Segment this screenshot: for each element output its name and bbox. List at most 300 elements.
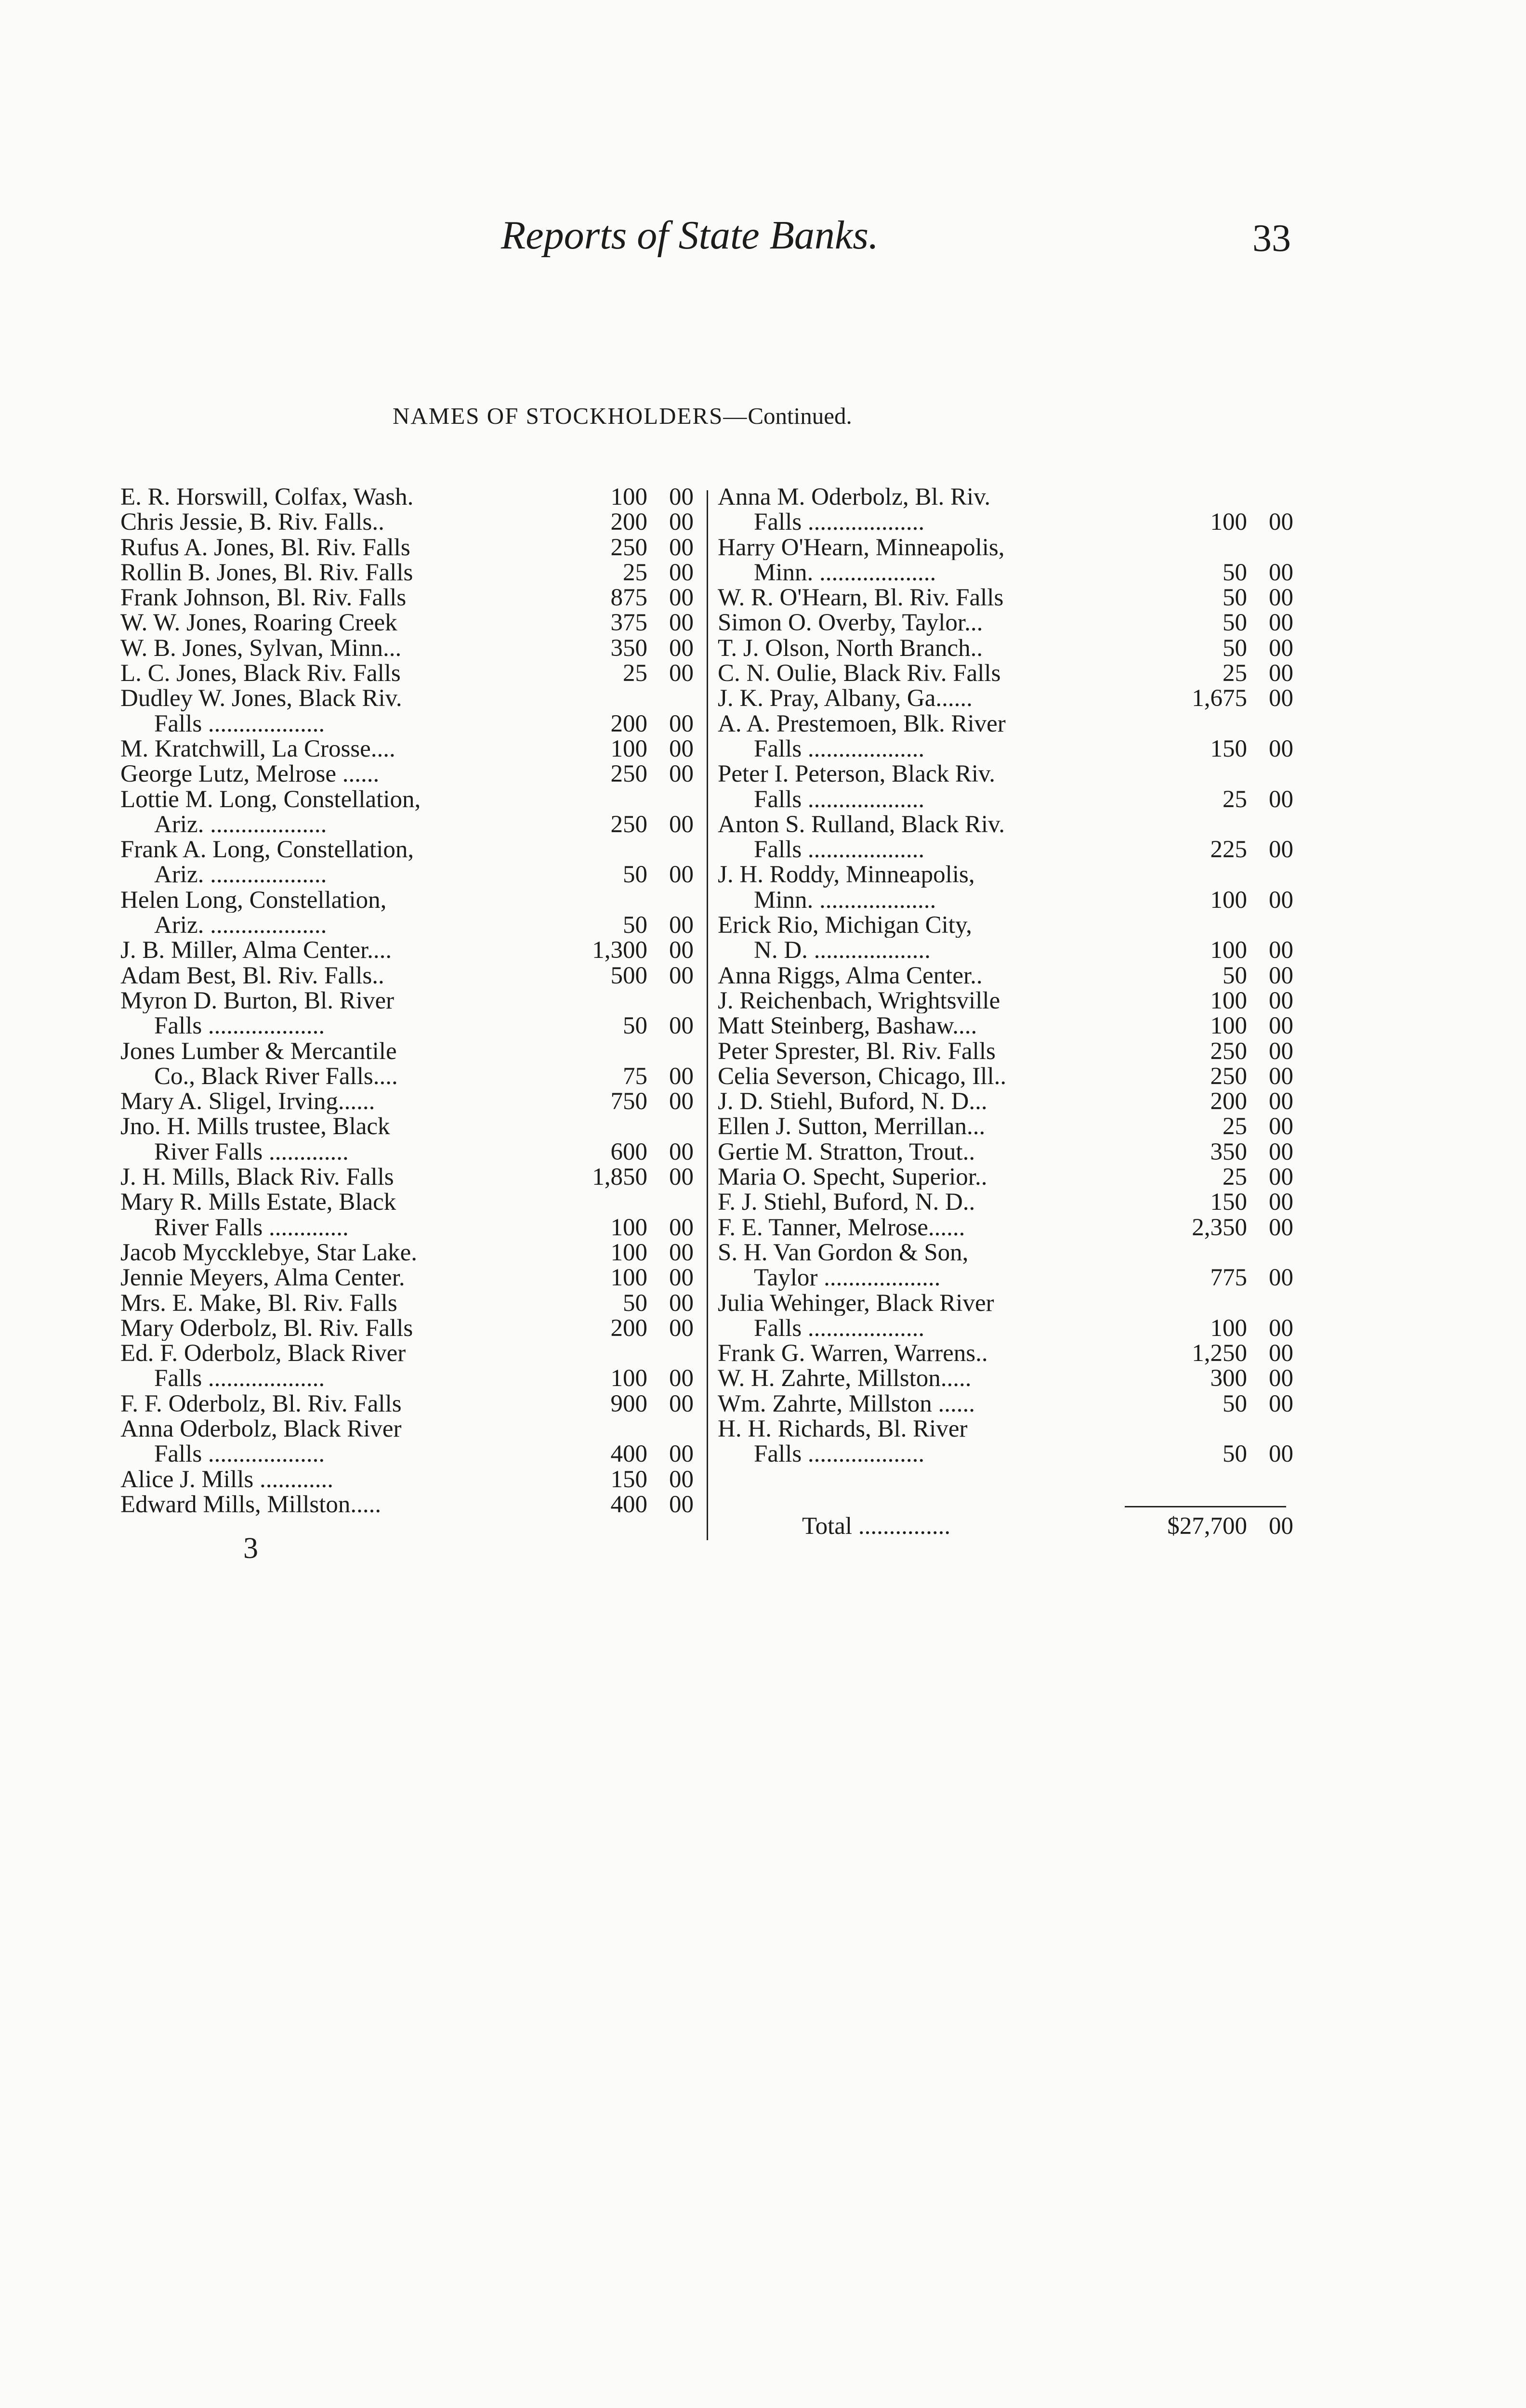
share-amount (1154, 1139, 1293, 1165)
share-amount (554, 1064, 694, 1089)
amount-cents: 00 (1269, 584, 1293, 612)
name-continuation-line: Minn. ................... (754, 887, 936, 913)
stockholder-entry (718, 1139, 1293, 1165)
name-line: Harry O'Hearn, Minneapolis, (718, 535, 1005, 560)
name-continuation-line: Falls ................... (754, 1441, 925, 1467)
name-line: W. B. Jones, Sylvan, Minn... (120, 635, 402, 661)
share-amount (554, 963, 694, 988)
total-rule (1125, 1506, 1286, 1507)
name-continuation-line: Ariz. ................... (154, 913, 327, 938)
name-line: Erick Rio, Michigan City, (718, 913, 972, 938)
stockholder-entry (120, 1190, 694, 1240)
share-amount (554, 585, 694, 610)
share-amount (554, 1265, 694, 1290)
name-line: Mrs. E. Make, Bl. Riv. Falls (120, 1290, 397, 1316)
amount-cents: 00 (1269, 785, 1293, 813)
amount-dollars: 50 (1223, 609, 1247, 637)
amount-cents: 00 (1269, 1390, 1293, 1417)
stockholder-name (120, 535, 554, 560)
share-amount (1154, 1013, 1293, 1038)
stockholder-name (718, 862, 1154, 913)
amount-dollars: 2,350 (1192, 1214, 1247, 1241)
total-dollars: $27,700 (1167, 1513, 1247, 1540)
stockholder-entry (120, 963, 694, 988)
amount-dollars: 100 (610, 1214, 647, 1241)
stockholder-entry (718, 636, 1293, 661)
stockholder-name (120, 636, 554, 661)
share-amount (1154, 837, 1293, 862)
stockholder-name (120, 610, 554, 635)
amount-dollars: 50 (1223, 634, 1247, 662)
stockholder-entry (120, 1240, 694, 1265)
stockholder-entry (718, 1165, 1293, 1190)
stockholder-name (120, 1039, 554, 1089)
share-amount (1154, 636, 1293, 661)
amount-dollars: 875 (610, 584, 647, 612)
stockholder-name (718, 761, 1154, 812)
name-continuation-line: Ariz. ................... (154, 862, 327, 888)
stockholder-entry (120, 1089, 694, 1114)
amount-dollars: 100 (610, 484, 647, 510)
name-continuation-line: N. D. ................... (754, 938, 931, 963)
name-line: Jones Lumber & Mercantile (120, 1038, 397, 1064)
name-line: F. E. Tanner, Melrose...... (718, 1215, 965, 1240)
amount-cents: 00 (669, 534, 694, 561)
amount-dollars: 100 (610, 1264, 647, 1292)
share-amount (554, 610, 694, 635)
name-line: F. F. Oderbolz, Bl. Riv. Falls (120, 1391, 402, 1416)
amount-dollars: 250 (610, 811, 647, 838)
stockholder-entry (120, 1114, 694, 1165)
stockholder-name (718, 1165, 1154, 1190)
amount-cents: 00 (669, 1164, 694, 1191)
amount-dollars: 100 (1210, 937, 1247, 964)
amount-dollars: 50 (623, 1012, 647, 1040)
amount-dollars: 150 (1210, 735, 1247, 762)
amount-dollars: 100 (1210, 886, 1247, 914)
stockholder-name (120, 1316, 554, 1341)
amount-cents: 00 (1269, 1037, 1293, 1065)
name-line: J. Reichenbach, Wrightsville (718, 988, 1000, 1014)
share-amount (554, 761, 694, 786)
stockholder-name (718, 1416, 1154, 1467)
amount-cents: 00 (669, 1239, 694, 1266)
stockholder-entry (718, 484, 1293, 535)
stockholder-name (120, 661, 554, 686)
amount-cents: 00 (1269, 1365, 1293, 1392)
name-line: Rufus A. Jones, Bl. Riv. Falls (120, 535, 410, 560)
name-line: Myron D. Burton, Bl. River (120, 988, 395, 1014)
share-amount (554, 1492, 694, 1517)
stockholder-entry (718, 1039, 1293, 1064)
share-amount (554, 1467, 694, 1492)
name-line: Ed. F. Oderbolz, Black River (120, 1341, 406, 1366)
name-line: Matt Steinberg, Bashaw.... (718, 1013, 977, 1039)
stockholder-name (120, 888, 554, 938)
stockholder-entry (120, 736, 694, 761)
name-line: A. A. Prestemoen, Blk. River (718, 711, 1006, 736)
stockholder-entry (718, 1416, 1293, 1467)
amount-dollars: 100 (610, 1365, 647, 1392)
stockholder-entry (718, 812, 1293, 863)
stockholder-entry (120, 535, 694, 560)
total-amount (1154, 1512, 1293, 1540)
name-line: Jacob Myccklebye, Star Lake. (120, 1240, 418, 1266)
stockholder-name (718, 1366, 1154, 1391)
stockholder-name (120, 1416, 554, 1467)
amount-cents: 00 (669, 484, 694, 510)
share-amount (554, 1441, 694, 1466)
stockholder-entry (120, 1341, 694, 1391)
share-amount (554, 862, 694, 887)
amount-cents: 00 (669, 1466, 694, 1493)
stockholder-entry (718, 1089, 1293, 1114)
stockholder-entry (120, 1416, 694, 1467)
amount-cents: 00 (1269, 559, 1293, 586)
amount-cents: 00 (669, 735, 694, 762)
name-line: Mary R. Mills Estate, Black (120, 1190, 396, 1215)
amount-dollars: 50 (623, 861, 647, 889)
amount-cents: 00 (669, 962, 694, 989)
stockholder-entry (718, 913, 1293, 963)
name-continuation-line: Falls ................... (754, 837, 925, 863)
amount-dollars: 100 (1210, 1314, 1247, 1342)
amount-dollars: 400 (610, 1440, 647, 1468)
amount-dollars: 75 (623, 1062, 647, 1090)
share-amount (1154, 736, 1293, 761)
stockholder-name (718, 1064, 1154, 1089)
share-amount (554, 484, 694, 510)
amount-dollars: 250 (1210, 1062, 1247, 1090)
amount-cents: 00 (669, 1491, 694, 1518)
amount-cents: 00 (1269, 634, 1293, 662)
page-number: 33 (1252, 217, 1291, 260)
stockholder-name (718, 988, 1154, 1013)
stockholder-name (718, 610, 1154, 635)
amount-cents: 00 (1269, 836, 1293, 864)
amount-cents: 00 (669, 509, 694, 536)
name-line: Frank A. Long, Constellation, (120, 837, 414, 863)
stockholder-entry (120, 1265, 694, 1290)
stockholder-name (120, 1467, 554, 1492)
stockholder-entry (120, 661, 694, 686)
share-amount (1154, 938, 1293, 963)
amount-cents: 00 (669, 1314, 694, 1342)
name-line: Simon O. Overby, Taylor... (718, 610, 983, 636)
stockholder-name (120, 963, 554, 988)
amount-cents: 00 (669, 1012, 694, 1040)
stockholder-name (718, 661, 1154, 686)
amount-dollars: 50 (1223, 1390, 1247, 1417)
amount-dollars: 50 (623, 1289, 647, 1317)
share-amount (554, 711, 694, 736)
stockholder-name (718, 1013, 1154, 1038)
name-line: Jennie Meyers, Alma Center. (120, 1265, 405, 1291)
stockholder-entry (120, 1467, 694, 1492)
stockholder-entry (120, 484, 694, 510)
amount-dollars: 25 (1223, 785, 1247, 813)
name-continuation-line: Minn. ................... (754, 560, 936, 586)
name-line: W. W. Jones, Roaring Creek (120, 610, 397, 636)
total-cents: 00 (1269, 1513, 1293, 1540)
share-amount (554, 1291, 694, 1316)
name-continuation-line: Ariz. ................... (154, 811, 327, 838)
name-line: F. J. Stiehl, Buford, N. D.. (718, 1190, 975, 1215)
amount-cents: 00 (669, 1214, 694, 1241)
amount-dollars: 150 (610, 1466, 647, 1493)
name-line: L. C. Jones, Black Riv. Falls (120, 661, 401, 686)
name-line: Wm. Zahrte, Millston ...... (718, 1391, 975, 1416)
amount-cents: 00 (1269, 886, 1293, 914)
amount-cents: 00 (1269, 735, 1293, 762)
amount-dollars: 250 (1210, 1037, 1247, 1065)
name-continuation-line: Falls ................... (154, 1441, 325, 1467)
stockholder-list-left (120, 484, 694, 1517)
share-amount (1154, 1265, 1293, 1290)
amount-dollars: 300 (1210, 1365, 1247, 1392)
share-amount (554, 661, 694, 686)
stockholder-entry (120, 1039, 694, 1089)
amount-cents: 00 (1269, 1062, 1293, 1090)
name-continuation-line: Falls ................... (154, 711, 325, 736)
share-amount (554, 1089, 694, 1114)
amount-cents: 00 (1269, 660, 1293, 687)
share-amount (554, 535, 694, 560)
amount-cents: 00 (669, 811, 694, 838)
share-amount (1154, 1064, 1293, 1089)
share-amount (554, 938, 694, 963)
stockholder-name (120, 686, 554, 736)
column-divider (707, 490, 708, 1540)
stockholder-name (718, 711, 1154, 762)
amount-cents: 00 (669, 912, 694, 939)
share-amount (1154, 610, 1293, 635)
name-line: Celia Severson, Chicago, Ill.. (718, 1063, 1007, 1089)
name-line: Gertie M. Stratton, Trout.. (718, 1139, 975, 1165)
stockholder-name (120, 736, 554, 761)
stockholder-name (718, 1190, 1154, 1215)
stockholder-entry (718, 1341, 1293, 1366)
name-continuation-line: Falls ................... (754, 736, 925, 762)
amount-cents: 00 (669, 1138, 694, 1165)
amount-dollars: 100 (1210, 987, 1247, 1014)
stockholder-name (718, 636, 1154, 661)
stockholder-entry (120, 1492, 694, 1517)
amount-cents: 00 (1269, 937, 1293, 964)
stockholder-entry (120, 938, 694, 963)
stockholder-name (120, 761, 554, 786)
name-line: George Lutz, Melrose ...... (120, 761, 380, 787)
stockholder-entry (120, 560, 694, 585)
name-line: Anton S. Rulland, Black Riv. (718, 811, 1005, 838)
section-title-text: NAMES OF STOCKHOLDERS— (393, 403, 748, 429)
stockholder-name (718, 1114, 1154, 1139)
stockholder-name (120, 1089, 554, 1114)
amount-cents: 00 (669, 1390, 694, 1417)
amount-dollars: 25 (623, 559, 647, 586)
stockholder-name (718, 484, 1154, 535)
stockholder-name (718, 1215, 1154, 1240)
stockholder-entry (718, 1391, 1293, 1416)
stockholder-entry (718, 711, 1293, 762)
amount-cents: 00 (1269, 1164, 1293, 1191)
stockholder-entry (718, 610, 1293, 635)
name-line: Dudley W. Jones, Black Riv. (120, 686, 402, 711)
name-line: Mary Oderbolz, Bl. Riv. Falls (120, 1315, 413, 1341)
stockholder-entry (120, 761, 694, 786)
amount-cents: 00 (669, 1440, 694, 1468)
stockholder-name (718, 1391, 1154, 1416)
share-amount (1154, 510, 1293, 535)
amount-cents: 00 (669, 1088, 694, 1115)
amount-cents: 00 (1269, 1088, 1293, 1115)
stockholder-entry (718, 988, 1293, 1013)
amount-dollars: 200 (1210, 1088, 1247, 1115)
stockholder-entry (718, 1013, 1293, 1038)
amount-cents: 00 (1269, 1189, 1293, 1216)
share-amount (1154, 1316, 1293, 1341)
name-line: Chris Jessie, B. Riv. Falls.. (120, 510, 384, 535)
stockholder-entry (718, 585, 1293, 610)
stockholder-entry (120, 1391, 694, 1416)
stockholder-name (718, 535, 1154, 586)
name-line: Peter I. Peterson, Black Riv. (718, 761, 995, 787)
stockholder-entry (120, 1291, 694, 1316)
name-continuation-line: Falls ................... (754, 510, 925, 535)
name-line: Anna Riggs, Alma Center.. (718, 963, 983, 988)
amount-dollars: 25 (1223, 660, 1247, 687)
stockholder-name (718, 1341, 1154, 1366)
amount-cents: 00 (1269, 1113, 1293, 1140)
name-line: Rollin B. Jones, Bl. Riv. Falls (120, 560, 413, 586)
name-line: Peter Sprester, Bl. Riv. Falls (718, 1038, 996, 1064)
stockholder-name (120, 560, 554, 585)
stockholder-entry (718, 1114, 1293, 1139)
share-amount (554, 510, 694, 535)
name-continuation-line: Taylor ................... (754, 1265, 941, 1291)
total-label: Total ............... (802, 1513, 951, 1540)
stockholder-entry (718, 1064, 1293, 1089)
name-line: Adam Best, Bl. Riv. Falls.. (120, 963, 384, 988)
amount-cents: 00 (1269, 609, 1293, 637)
stockholder-name (120, 1492, 554, 1517)
amount-dollars: 50 (1223, 962, 1247, 989)
amount-cents: 00 (669, 1289, 694, 1317)
share-amount (1154, 1441, 1293, 1466)
amount-dollars: 250 (610, 534, 647, 561)
amount-cents: 00 (1269, 1314, 1293, 1342)
stockholder-name (120, 1114, 554, 1165)
share-amount (1154, 1391, 1293, 1416)
stockholder-entry (718, 963, 1293, 988)
amount-dollars: 25 (1223, 1164, 1247, 1191)
stockholder-entry (718, 1366, 1293, 1391)
amount-dollars: 150 (1210, 1189, 1247, 1216)
name-line: W. H. Zahrte, Millston..... (718, 1366, 972, 1391)
stockholder-entry (718, 862, 1293, 913)
stockholder-entry (120, 888, 694, 938)
share-amount (1154, 686, 1293, 711)
stockholder-name (120, 988, 554, 1039)
amount-cents: 00 (669, 1365, 694, 1392)
amount-cents: 00 (1269, 1138, 1293, 1165)
amount-cents: 00 (1269, 962, 1293, 989)
amount-dollars: 200 (610, 509, 647, 536)
stockholder-name (120, 484, 554, 510)
stockholder-entry (120, 837, 694, 888)
amount-dollars: 250 (610, 760, 647, 788)
name-line: J. H. Mills, Black Riv. Falls (120, 1165, 394, 1190)
name-line: C. N. Oulie, Black Riv. Falls (718, 661, 1001, 686)
stockholder-entry (120, 1165, 694, 1190)
stockholder-entry (718, 535, 1293, 586)
share-amount (1154, 1215, 1293, 1240)
stockholder-entry (120, 610, 694, 635)
stockholder-entry (120, 1316, 694, 1341)
amount-cents: 00 (1269, 1214, 1293, 1241)
share-amount (554, 1165, 694, 1190)
share-amount (1154, 585, 1293, 610)
stockholder-entry (120, 585, 694, 610)
amount-dollars: 900 (610, 1390, 647, 1417)
stockholder-name (718, 686, 1154, 711)
share-amount (554, 736, 694, 761)
stockholder-entry (718, 1240, 1293, 1291)
amount-cents: 00 (669, 937, 694, 964)
stockholder-name (120, 787, 554, 838)
name-line: J. H. Roddy, Minneapolis, (718, 862, 975, 888)
share-amount (1154, 1366, 1293, 1391)
share-amount (1154, 661, 1293, 686)
name-line: J. K. Pray, Albany, Ga...... (718, 686, 973, 711)
name-line: Ellen J. Sutton, Merrillan... (718, 1114, 986, 1139)
name-line: Jno. H. Mills trustee, Black (120, 1114, 390, 1139)
amount-cents: 00 (669, 584, 694, 612)
share-amount (554, 1240, 694, 1265)
amount-dollars: 600 (610, 1138, 647, 1165)
share-amount (554, 1366, 694, 1391)
name-line: Mary A. Sligel, Irving...... (120, 1089, 375, 1114)
amount-dollars: 200 (610, 1314, 647, 1342)
name-line: Anna Oderbolz, Black River (120, 1416, 402, 1442)
stockholder-name (120, 1240, 554, 1265)
stockholder-name (718, 1291, 1154, 1341)
amount-dollars: 25 (623, 660, 647, 687)
share-amount (554, 1215, 694, 1240)
share-amount (1154, 888, 1293, 913)
amount-cents: 00 (669, 760, 694, 788)
share-amount (1154, 963, 1293, 988)
share-amount (554, 1316, 694, 1341)
stockholder-name (718, 1240, 1154, 1291)
stockholder-entry (718, 761, 1293, 812)
amount-dollars: 100 (610, 1239, 647, 1266)
name-line: Julia Wehinger, Black River (718, 1290, 994, 1316)
amount-cents: 00 (1269, 987, 1293, 1014)
amount-dollars: 50 (1223, 559, 1247, 586)
name-line: Maria O. Specht, Superior.. (718, 1165, 987, 1190)
stockholder-entry (718, 686, 1293, 711)
stockholder-entry (120, 636, 694, 661)
stockholder-name (120, 938, 554, 963)
name-line: J. D. Stiehl, Buford, N. D... (718, 1089, 987, 1114)
name-continuation-line: River Falls ............. (154, 1215, 349, 1240)
stockholder-name (718, 1139, 1154, 1165)
share-amount (554, 1139, 694, 1165)
name-continuation-line: Falls ................... (154, 1013, 325, 1039)
share-amount (554, 1013, 694, 1038)
share-amount (1154, 1039, 1293, 1064)
